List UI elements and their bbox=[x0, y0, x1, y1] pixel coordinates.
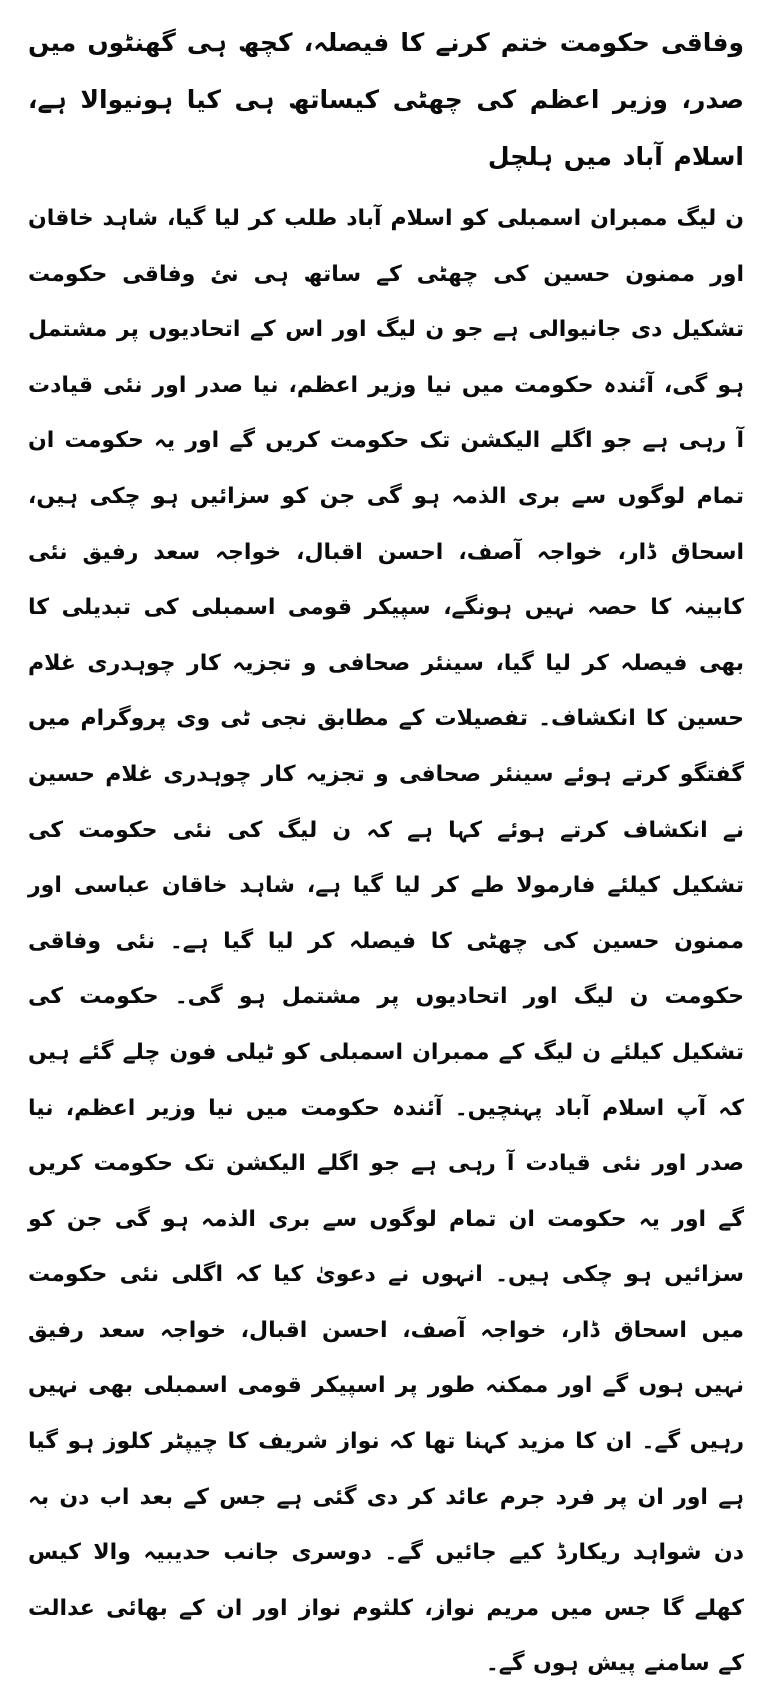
article-headline: وفاقی حکومت ختم کرنے کا فیصلہ، کچھ ہی گھنٹوں میں صدر، وزیر اعظم کی چھٹی کیساتھ ہی کیا ہونیوالا ہے، اسلام آباد میں ہلچل bbox=[28, 28, 744, 171]
news-article bbox=[28, 0, 744, 1677]
article-body: ن لیگ ممبران اسمبلی کو اسلام آباد طلب کر لیا گیا، شاہد خاقان اور ممنون حسین کی چھٹی کے ساتھ ہی نئ وفاقی حکومت تشکیل دی جانیوالی ہے جو ن لیگ اور اس کے اتحادیوں پر مشتمل ہو گی، آئندہ حکومت میں نیا وزیر اعظم، نیا صدر اور نئی قیادت آ رہی ہے جو اگلے الیکشن تک حکومت کریں گے اور یہ حکومت ان تمام لوگوں سے بری الذمہ ہو گی جن کو سزائیں ہو چکی ہیں، اسحاق ڈار، خواجہ آصف، احسن اقبال، خواجہ سعد رفیق نئی کابینہ کا حصہ نہیں ہونگے، سپیکر قومی اسمبلی کی تبدیلی کا بھی فیصلہ کر لیا گیا، سینئر صحافی و تجزیہ کار چوہدری غلام حسین کا انکشاف۔ تفصیلات کے مطابق نجی ٹی وی پروگرام میں گفتگو کرتے ہوئے سینئر صحافی و تجزیہ کار چوہدری غلام حسین نے انکشاف کرتے ہوئے کہا ہے کہ ن لیگ کی نئی حکومت کی تشکیل کیلئے فارمولا طے کر لیا گیا ہے، شاہد خاقان عباسی اور ممنون حسین کی چھٹی کا فیصلہ کر لیا گیا ہے۔ نئی وفاقی حکومت ن لیگ اور اتحادیوں پر مشتمل ہو گی۔ حکومت کی تشکیل کیلئے ن لیگ کے ممبران اسمبلی کو ٹیلی فون چلے گئے ہیں کہ آپ اسلام آباد پہنچیں۔ آئندہ حکومت میں نیا وزیر اعظم، نیا صدر اور نئی قیادت آ رہی ہے جو اگلے الیکشن تک حکومت کریں گے اور یہ حکومت ان تمام لوگوں سے بری الذمہ ہو گی جن کو سزائیں ہو چکی ہیں۔ انہوں نے دعویٰ کیا کہ اگلی نئی حکومت میں اسحاق ڈار، خواجہ آصف، احسن اقبال، خواجہ سعد رفیق نہیں ہوں گے اور ممکنہ طور پر اسپیکر قومی اسمبلی بھی نہیں رہیں گے۔ ان کا مزید کہنا تھا کہ نواز شریف کا چیپٹر کلوز ہو گیا ہے اور ان پر فرد جرم عائد کر دی گئی ہے جس کے بعد اب دن بہ دن شواہد ریکارڈ کیے جائیں گے۔ دوسری جانب حدیبیہ والا کیس کھلے گا جس میں مریم نواز، کلثوم نواز اور ان کے بھائی عدالت کے سامنے پیش ہوں گے۔ bbox=[28, 206, 744, 1677]
